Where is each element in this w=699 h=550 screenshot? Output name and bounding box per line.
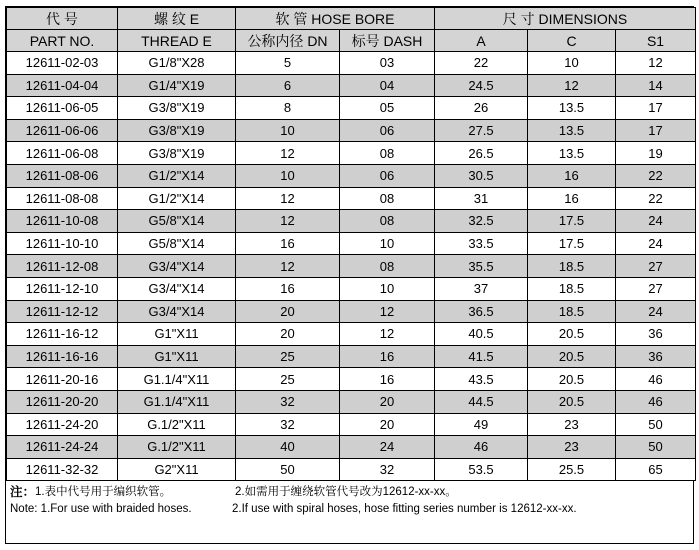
cell-thread: G3/8"X19 xyxy=(118,142,236,165)
cell-c: 23 xyxy=(528,413,616,436)
cell-thread: G1"X11 xyxy=(118,323,236,346)
cell-part: 12611-10-10 xyxy=(7,232,118,255)
cell-dn: 16 xyxy=(236,232,340,255)
cell-a: 30.5 xyxy=(435,164,528,187)
cell-dn: 16 xyxy=(236,277,340,300)
cell-thread: G3/8"X19 xyxy=(118,97,236,120)
cell-thread: G3/4"X14 xyxy=(118,277,236,300)
note-en-1: Note: 1.For use with braided hoses. xyxy=(10,503,192,516)
cell-c: 12 xyxy=(528,74,616,97)
cell-thread: G1/2"X14 xyxy=(118,187,236,210)
cell-a: 40.5 xyxy=(435,323,528,346)
cell-a: 26.5 xyxy=(435,142,528,165)
notes xyxy=(6,481,693,518)
cell-a: 37 xyxy=(435,277,528,300)
cell-c: 25.5 xyxy=(528,458,616,481)
cell-s1: 50 xyxy=(616,436,696,459)
cell-dn: 10 xyxy=(236,119,340,142)
cell-s1: 17 xyxy=(616,97,696,120)
cell-dash: 04 xyxy=(340,74,435,97)
cell-dn: 6 xyxy=(236,74,340,97)
cell-s1: 22 xyxy=(616,164,696,187)
cell-dash: 08 xyxy=(340,210,435,233)
table-row xyxy=(7,390,696,413)
table-row xyxy=(7,52,696,75)
cell-part: 12611-32-32 xyxy=(7,458,118,481)
cell-a: 33.5 xyxy=(435,232,528,255)
cell-thread: G1/2"X14 xyxy=(118,164,236,187)
cell-a: 27.5 xyxy=(435,119,528,142)
fitting-spec-sheet xyxy=(5,6,694,544)
cell-c: 13.5 xyxy=(528,97,616,120)
note-cn-1: 1.表中代号用于编织软管。 xyxy=(35,486,172,499)
cell-part: 12611-16-16 xyxy=(7,345,118,368)
cell-a: 41.5 xyxy=(435,345,528,368)
cell-c: 16 xyxy=(528,187,616,210)
cell-part: 12611-02-03 xyxy=(7,52,118,75)
cell-s1: 22 xyxy=(616,187,696,210)
cell-part: 12611-24-24 xyxy=(7,436,118,459)
table-row xyxy=(7,232,696,255)
cell-dn: 10 xyxy=(236,164,340,187)
cell-dn: 32 xyxy=(236,413,340,436)
cell-c: 20.5 xyxy=(528,345,616,368)
cell-dn: 40 xyxy=(236,436,340,459)
header-hose-bore: 软 管 HOSE BORE xyxy=(236,8,435,30)
cell-s1: 14 xyxy=(616,74,696,97)
cell-thread: G3/8"X19 xyxy=(118,119,236,142)
cell-part: 12611-04-04 xyxy=(7,74,118,97)
cell-dash: 08 xyxy=(340,142,435,165)
cell-dash: 06 xyxy=(340,119,435,142)
cell-a: 44.5 xyxy=(435,390,528,413)
cell-thread: G.1/2"X11 xyxy=(118,413,236,436)
cell-s1: 24 xyxy=(616,210,696,233)
cell-thread: G1"X11 xyxy=(118,345,236,368)
cell-dn: 5 xyxy=(236,52,340,75)
header-part-cn: 代 号 xyxy=(7,8,118,30)
cell-s1: 24 xyxy=(616,300,696,323)
cell-dn: 32 xyxy=(236,390,340,413)
header-thread-cn: 螺 纹 E xyxy=(118,8,236,30)
cell-part: 12611-08-06 xyxy=(7,164,118,187)
cell-a: 46 xyxy=(435,436,528,459)
cell-a: 43.5 xyxy=(435,368,528,391)
cell-dn: 8 xyxy=(236,97,340,120)
cell-dash: 08 xyxy=(340,255,435,278)
cell-dash: 03 xyxy=(340,52,435,75)
cell-dash: 05 xyxy=(340,97,435,120)
table-row xyxy=(7,413,696,436)
table-row xyxy=(7,458,696,481)
cell-dn: 12 xyxy=(236,142,340,165)
notes-lead: 注： xyxy=(10,485,36,500)
table-row xyxy=(7,436,696,459)
cell-part: 12611-06-06 xyxy=(7,119,118,142)
table-row xyxy=(7,142,696,165)
cell-a: 32.5 xyxy=(435,210,528,233)
cell-thread: G1.1/4"X11 xyxy=(118,368,236,391)
cell-c: 18.5 xyxy=(528,277,616,300)
cell-dn: 25 xyxy=(236,345,340,368)
table-row xyxy=(7,210,696,233)
cell-c: 18.5 xyxy=(528,255,616,278)
cell-part: 12611-12-10 xyxy=(7,277,118,300)
cell-part: 12611-20-16 xyxy=(7,368,118,391)
cell-s1: 65 xyxy=(616,458,696,481)
table-row xyxy=(7,74,696,97)
cell-dn: 12 xyxy=(236,187,340,210)
header-s1: S1 xyxy=(616,30,696,52)
cell-a: 22 xyxy=(435,52,528,75)
cell-c: 13.5 xyxy=(528,119,616,142)
cell-thread: G5/8"X14 xyxy=(118,232,236,255)
table-row xyxy=(7,187,696,210)
table-row xyxy=(7,119,696,142)
header-dimensions: 尺 寸 DIMENSIONS xyxy=(435,8,696,30)
cell-dash: 16 xyxy=(340,345,435,368)
cell-dash: 10 xyxy=(340,277,435,300)
header-part-en: PART NO. xyxy=(7,30,118,52)
cell-dash: 10 xyxy=(340,232,435,255)
cell-c: 20.5 xyxy=(528,368,616,391)
cell-dn: 20 xyxy=(236,300,340,323)
cell-part: 12611-06-05 xyxy=(7,97,118,120)
cell-a: 53.5 xyxy=(435,458,528,481)
cell-part: 12611-06-08 xyxy=(7,142,118,165)
cell-c: 16 xyxy=(528,164,616,187)
cell-s1: 19 xyxy=(616,142,696,165)
cell-a: 36.5 xyxy=(435,300,528,323)
cell-dash: 06 xyxy=(340,164,435,187)
cell-c: 13.5 xyxy=(528,142,616,165)
cell-dash: 20 xyxy=(340,413,435,436)
cell-part: 12611-10-08 xyxy=(7,210,118,233)
cell-a: 31 xyxy=(435,187,528,210)
cell-part: 12611-20-20 xyxy=(7,390,118,413)
cell-thread: G5/8"X14 xyxy=(118,210,236,233)
cell-dn: 12 xyxy=(236,255,340,278)
cell-a: 26 xyxy=(435,97,528,120)
cell-s1: 17 xyxy=(616,119,696,142)
cell-thread: G3/4"X14 xyxy=(118,300,236,323)
cell-dash: 08 xyxy=(340,187,435,210)
cell-s1: 36 xyxy=(616,345,696,368)
cell-s1: 46 xyxy=(616,368,696,391)
cell-dash: 12 xyxy=(340,323,435,346)
cell-s1: 36 xyxy=(616,323,696,346)
cell-c: 17.5 xyxy=(528,210,616,233)
table-row xyxy=(7,97,696,120)
header-c: C xyxy=(528,30,616,52)
cell-dash: 32 xyxy=(340,458,435,481)
cell-s1: 50 xyxy=(616,413,696,436)
table-row xyxy=(7,345,696,368)
cell-s1: 46 xyxy=(616,390,696,413)
cell-s1: 27 xyxy=(616,255,696,278)
header-dn: 公称内径 DN xyxy=(236,30,340,52)
cell-a: 35.5 xyxy=(435,255,528,278)
cell-s1: 27 xyxy=(616,277,696,300)
cell-dn: 25 xyxy=(236,368,340,391)
cell-dash: 20 xyxy=(340,390,435,413)
notes-en xyxy=(10,501,689,518)
cell-c: 20.5 xyxy=(528,390,616,413)
header-thread-en: THREAD E xyxy=(118,30,236,52)
cell-c: 18.5 xyxy=(528,300,616,323)
cell-thread: G1/4"X19 xyxy=(118,74,236,97)
cell-thread: G2"X11 xyxy=(118,458,236,481)
cell-thread: G.1/2"X11 xyxy=(118,436,236,459)
header-a: A xyxy=(435,30,528,52)
notes-cn xyxy=(10,484,689,501)
cell-dn: 50 xyxy=(236,458,340,481)
cell-c: 20.5 xyxy=(528,323,616,346)
cell-dn: 20 xyxy=(236,323,340,346)
header-dash: 标号 DASH xyxy=(340,30,435,52)
table-row xyxy=(7,368,696,391)
cell-thread: G1/8"X28 xyxy=(118,52,236,75)
cell-dash: 16 xyxy=(340,368,435,391)
table-row xyxy=(7,255,696,278)
cell-c: 10 xyxy=(528,52,616,75)
cell-c: 23 xyxy=(528,436,616,459)
table-row xyxy=(7,164,696,187)
cell-dash: 12 xyxy=(340,300,435,323)
cell-thread: G1.1/4"X11 xyxy=(118,390,236,413)
cell-a: 24.5 xyxy=(435,74,528,97)
cell-part: 12611-08-08 xyxy=(7,187,118,210)
cell-part: 12611-12-08 xyxy=(7,255,118,278)
cell-s1: 24 xyxy=(616,232,696,255)
cell-part: 12611-24-20 xyxy=(7,413,118,436)
cell-thread: G3/4"X14 xyxy=(118,255,236,278)
cell-a: 49 xyxy=(435,413,528,436)
cell-dn: 12 xyxy=(236,210,340,233)
cell-s1: 12 xyxy=(616,52,696,75)
table-header xyxy=(7,8,696,52)
cell-part: 12611-16-12 xyxy=(7,323,118,346)
table-row xyxy=(7,300,696,323)
note-en-2: 2.If use with spiral hoses, hose fitting series number is 12612-xx-xx. xyxy=(232,503,577,516)
dimension-table xyxy=(6,7,696,481)
table-row xyxy=(7,277,696,300)
cell-dash: 24 xyxy=(340,436,435,459)
note-cn-2: 2.如需用于缠绕软管代号改为12612-xx-xx。 xyxy=(235,486,457,499)
table-row xyxy=(7,323,696,346)
table-body xyxy=(7,52,696,481)
cell-part: 12611-12-12 xyxy=(7,300,118,323)
cell-c: 17.5 xyxy=(528,232,616,255)
